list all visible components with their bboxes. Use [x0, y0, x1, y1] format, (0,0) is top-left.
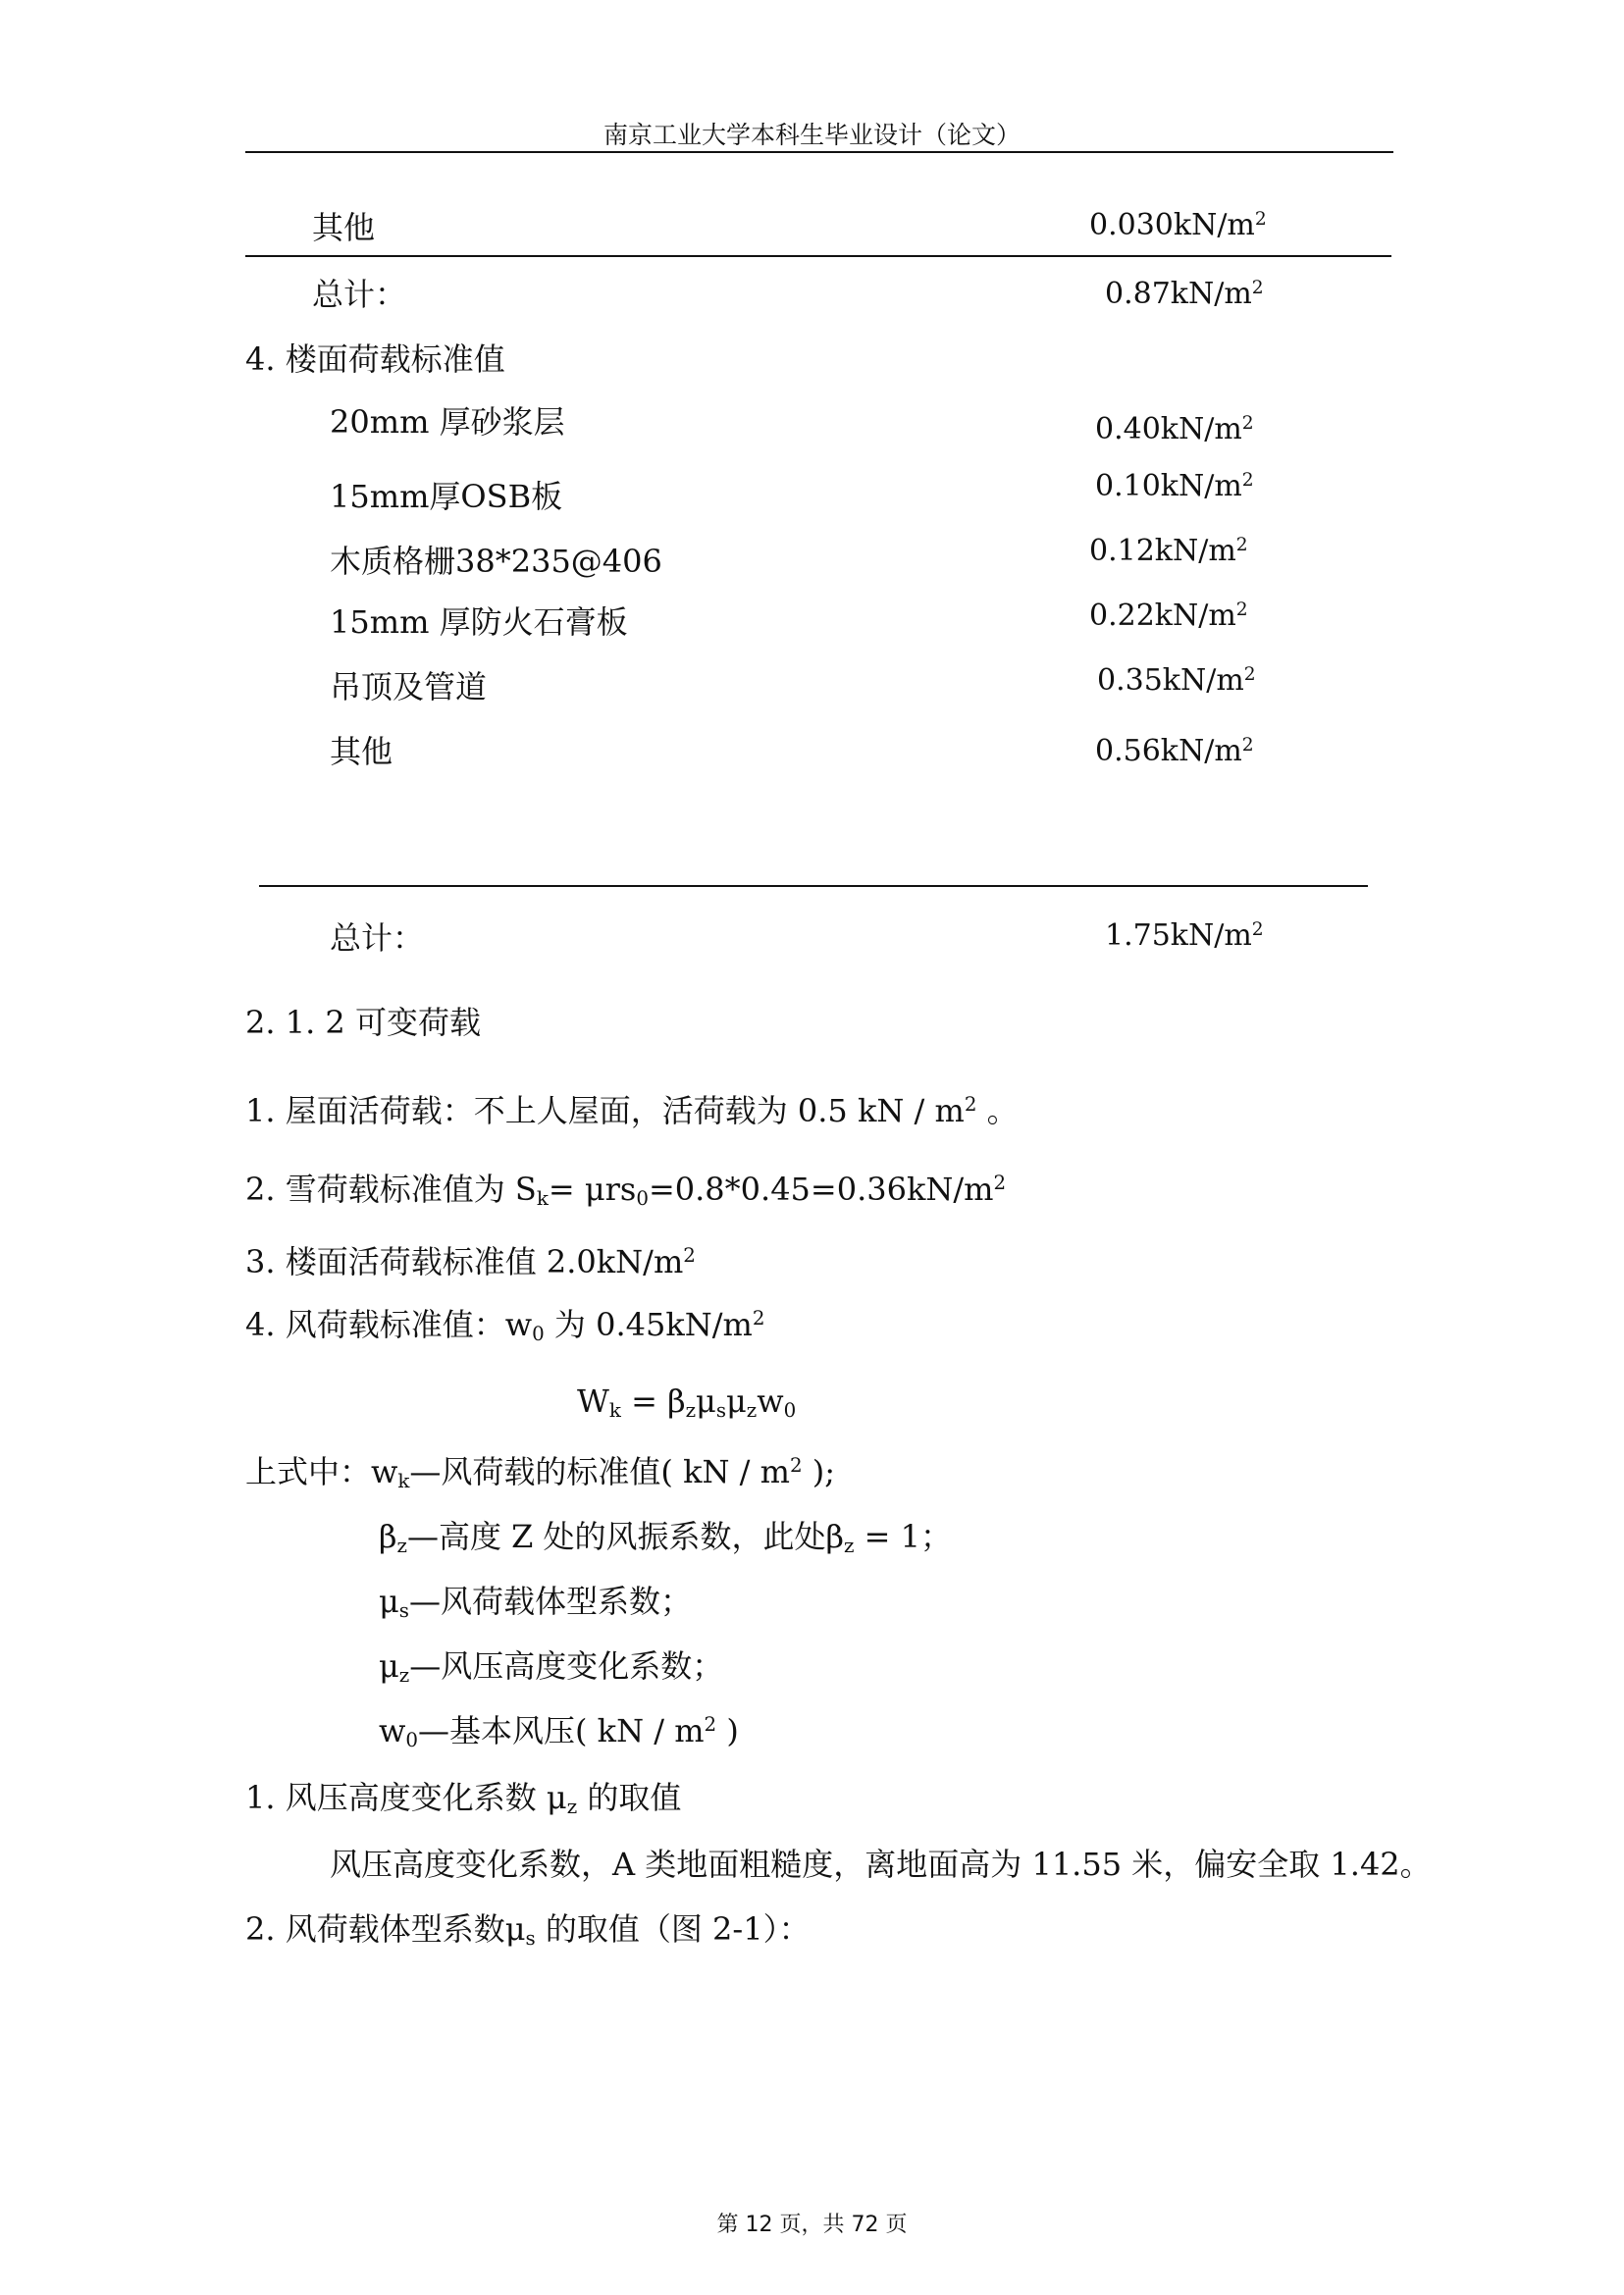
roof-row-value: $0.030kN/m^2$ [1089, 208, 1267, 242]
floor-total-value: $1.75kN/m^2$ [1105, 918, 1264, 953]
wind-formula: $W_k = \beta_z\mu_s\mu_zw_0$ [577, 1382, 797, 1422]
definition-mus: $\mu_s—$风荷载体型系数； [379, 1583, 692, 1622]
roof-total-value: $0.87kN/m^2$ [1105, 277, 1264, 311]
floor-row-value: $0.40kN/m^2$ [1095, 412, 1254, 446]
muz-section-title: 1. 风压高度变化系数 $\mu_z$ 的取值 [245, 1779, 682, 1818]
definition-wk: 上式中：$w_k—$风荷载的标准值( kN / $m^2$ ); [245, 1453, 836, 1492]
section-heading: 2. 1. 2 可变荷载 [245, 1004, 481, 1041]
floor-row-value: $0.22kN/m^2$ [1089, 599, 1248, 633]
roof-live-load: 1. 屋面活荷载：不上人屋面，活荷载为 0.5 kN / $m^2$ 。 [245, 1092, 1019, 1129]
definition-beta: $\beta_z—$高度 Z 处的风振系数，此处$\beta_z = 1$； [379, 1518, 953, 1557]
floor-row-label: 吊顶及管道 [330, 668, 488, 705]
floor-total-rule [259, 885, 1368, 887]
floor-row-label: 其他 [330, 733, 393, 770]
floor-row-label: 15mm厚OSB板 [330, 478, 563, 515]
mus-section-title: 2. 风荷载体型系数$\mu_s$ 的取值（图 2-1）： [245, 1910, 811, 1950]
floor-total-label: 总计： [330, 919, 425, 957]
roof-total-label: 总计： [312, 276, 407, 313]
floor-row-value: $0.35kN/m^2$ [1097, 663, 1256, 698]
page-footer: 第 12 页，共 72 页 [716, 2213, 908, 2237]
page-header: 南京工业大学本科生毕业设计（论文） [602, 121, 1021, 149]
floor-row-label: 20mm 厚砂浆层 [330, 403, 565, 441]
roof-total-rule [245, 255, 1391, 257]
floor-row-value: $0.56kN/m^2$ [1095, 734, 1254, 768]
floor-heading: 4. 楼面荷载标准值 [245, 340, 505, 378]
floor-row-value: $0.10kN/m^2$ [1095, 469, 1254, 503]
roof-row-label: 其他 [312, 209, 376, 246]
floor-row-label: 15mm 厚防火石膏板 [330, 603, 628, 641]
floor-row-label: 木质格栅38*235@406 [330, 543, 662, 580]
definition-muz: $\mu_z—$风压高度变化系数； [379, 1647, 724, 1687]
floor-row-value: $0.12kN/m^2$ [1089, 534, 1248, 568]
snow-load: 2. 雪荷载标准值为 $S_k= \mu rs_0=0.8*0.45=0.36kN/m^2$ [245, 1171, 1007, 1210]
wind-load: 4. 风荷载标准值：$w_0$ 为 $0.45kN/m^2$ [245, 1306, 765, 1345]
header-rule [245, 151, 1393, 153]
definition-w0: $w_0—$基本风压( kN / $m^2$ ) [379, 1712, 739, 1751]
floor-live-load: 3. 楼面活荷载标准值 $2.0kN/m^2$ [245, 1243, 696, 1280]
muz-section-body: 风压高度变化系数，A 类地面粗糙度，离地面高为 11.55 米，偏安全取 1.42。 [330, 1846, 1432, 1883]
